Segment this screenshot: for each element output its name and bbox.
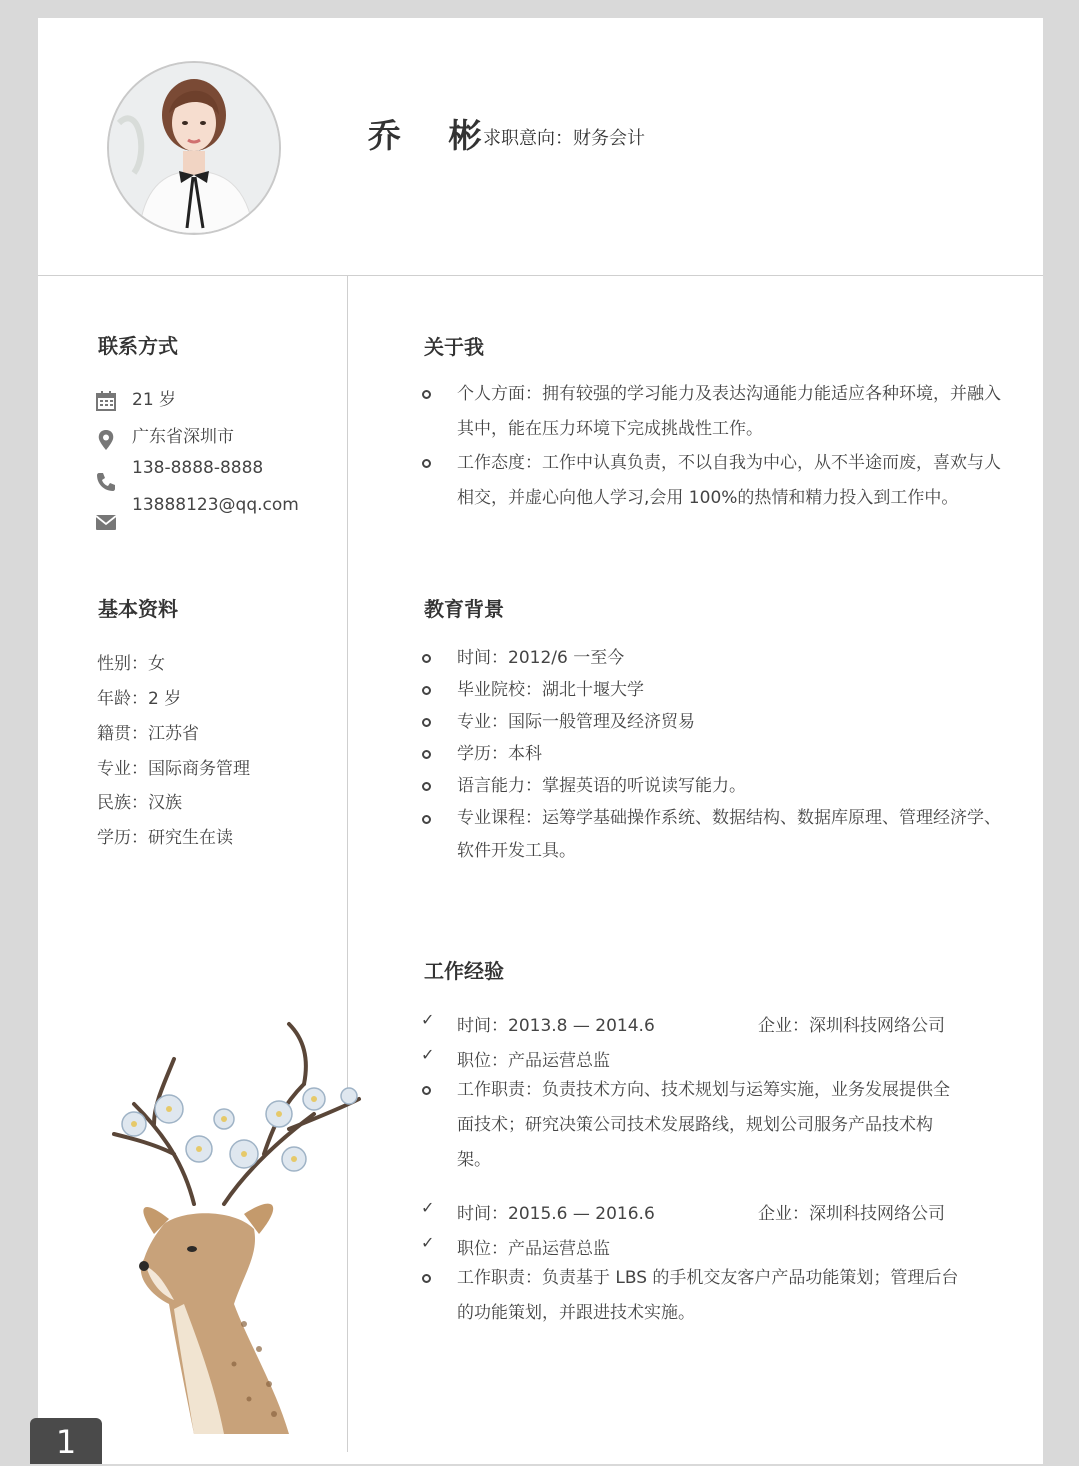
job-intent: 求职意向：财务会计 [483, 128, 645, 149]
education-title: 教育背景 [424, 597, 504, 621]
resume-page [38, 18, 1043, 1464]
contact-title: 联系方式 [98, 334, 178, 358]
phone-icon [95, 471, 117, 493]
basic-ethnicity: 民族：汉族 [97, 793, 182, 813]
about-title: 关于我 [424, 335, 484, 359]
check-icon: ✓ [421, 1010, 435, 1029]
basic-major: 专业：国际商务管理 [97, 759, 250, 779]
check-icon: ✓ [421, 1045, 435, 1064]
avatar [107, 61, 281, 235]
edu-bullet [422, 782, 431, 791]
check-icon: ✓ [421, 1198, 435, 1217]
location-pin-icon [95, 429, 117, 451]
job2-bullet [422, 1274, 431, 1283]
job1-duty: 工作职责：负责技术方向、技术规划与运筹实施，业务发展提供全面技术；研究决策公司技术发展路线，规划公司服务产品技术构架。 [457, 1080, 950, 1170]
contact-phone: 138-8888-8888 [132, 458, 264, 478]
edu-language: 语言能力：掌握英语的听说读写能力。 [457, 776, 746, 796]
edu-courses: 专业课程：运筹学基础操作系统、数据结构、数据库原理、管理经济学、软件开发工具。 [457, 808, 1001, 861]
avatar-portrait [109, 63, 279, 233]
calendar-icon [95, 390, 117, 412]
about-bullet [422, 459, 431, 468]
edu-bullet [422, 686, 431, 695]
job1-bullet [422, 1086, 431, 1095]
deer-illustration [74, 1004, 374, 1444]
basic-title: 基本资料 [98, 597, 178, 621]
job1-time: 时间：2013.8 — 2014.6 [457, 1016, 655, 1036]
job2-time: 时间：2015.6 — 2016.6 [457, 1204, 655, 1224]
edu-major: 专业：国际一般管理及经济贸易 [457, 712, 695, 732]
about-bullet [422, 390, 431, 399]
edu-time: 时间：2012/6 一至今 [457, 648, 625, 668]
job2-company: 企业：深圳科技网络公司 [758, 1204, 945, 1224]
resume-header [38, 18, 1043, 275]
check-icon: ✓ [421, 1233, 435, 1252]
header-divider [38, 275, 1043, 276]
edu-degree: 学历：本科 [457, 744, 542, 764]
job2-duty: 工作职责：负责基于 LBS 的手机交友客户产品功能策划；管理后台的功能策划，并跟进技术实施。 [457, 1268, 959, 1323]
contact-age: 21 岁 [132, 390, 177, 410]
mail-icon [95, 511, 117, 533]
job2-position: 职位：产品运营总监 [457, 1239, 610, 1259]
edu-bullet [422, 654, 431, 663]
basic-age: 年龄：2 岁 [97, 689, 182, 709]
contact-email: 13888123@qq.com [132, 495, 299, 515]
basic-origin: 籍贯：江苏省 [97, 724, 199, 744]
job1-company: 企业：深圳科技网络公司 [758, 1016, 945, 1036]
edu-school: 毕业院校：湖北十堰大学 [457, 680, 644, 700]
about-personal: 个人方面：拥有较强的学习能力及表达沟通能力能适应各种环境，并融入其中，能在压力环境下完成挑战性工作。 [457, 384, 1001, 439]
edu-bullet [422, 815, 431, 824]
candidate-name: 乔 彬 [368, 116, 500, 155]
basic-gender: 性别：女 [97, 654, 165, 674]
edu-bullet [422, 750, 431, 759]
work-title: 工作经验 [424, 959, 504, 983]
contact-location: 广东省深圳市 [132, 427, 234, 447]
basic-degree: 学历：研究生在读 [97, 828, 233, 848]
job1-position: 职位：产品运营总监 [457, 1051, 610, 1071]
page-number-badge[interactable]: 1 [30, 1418, 102, 1464]
about-attitude: 工作态度：工作中认真负责，不以自我为中心，从不半途而废，喜欢与人相交，并虚心向他人学习,会用 100%的热情和精力投入到工作中。 [457, 453, 1001, 508]
edu-bullet [422, 718, 431, 727]
